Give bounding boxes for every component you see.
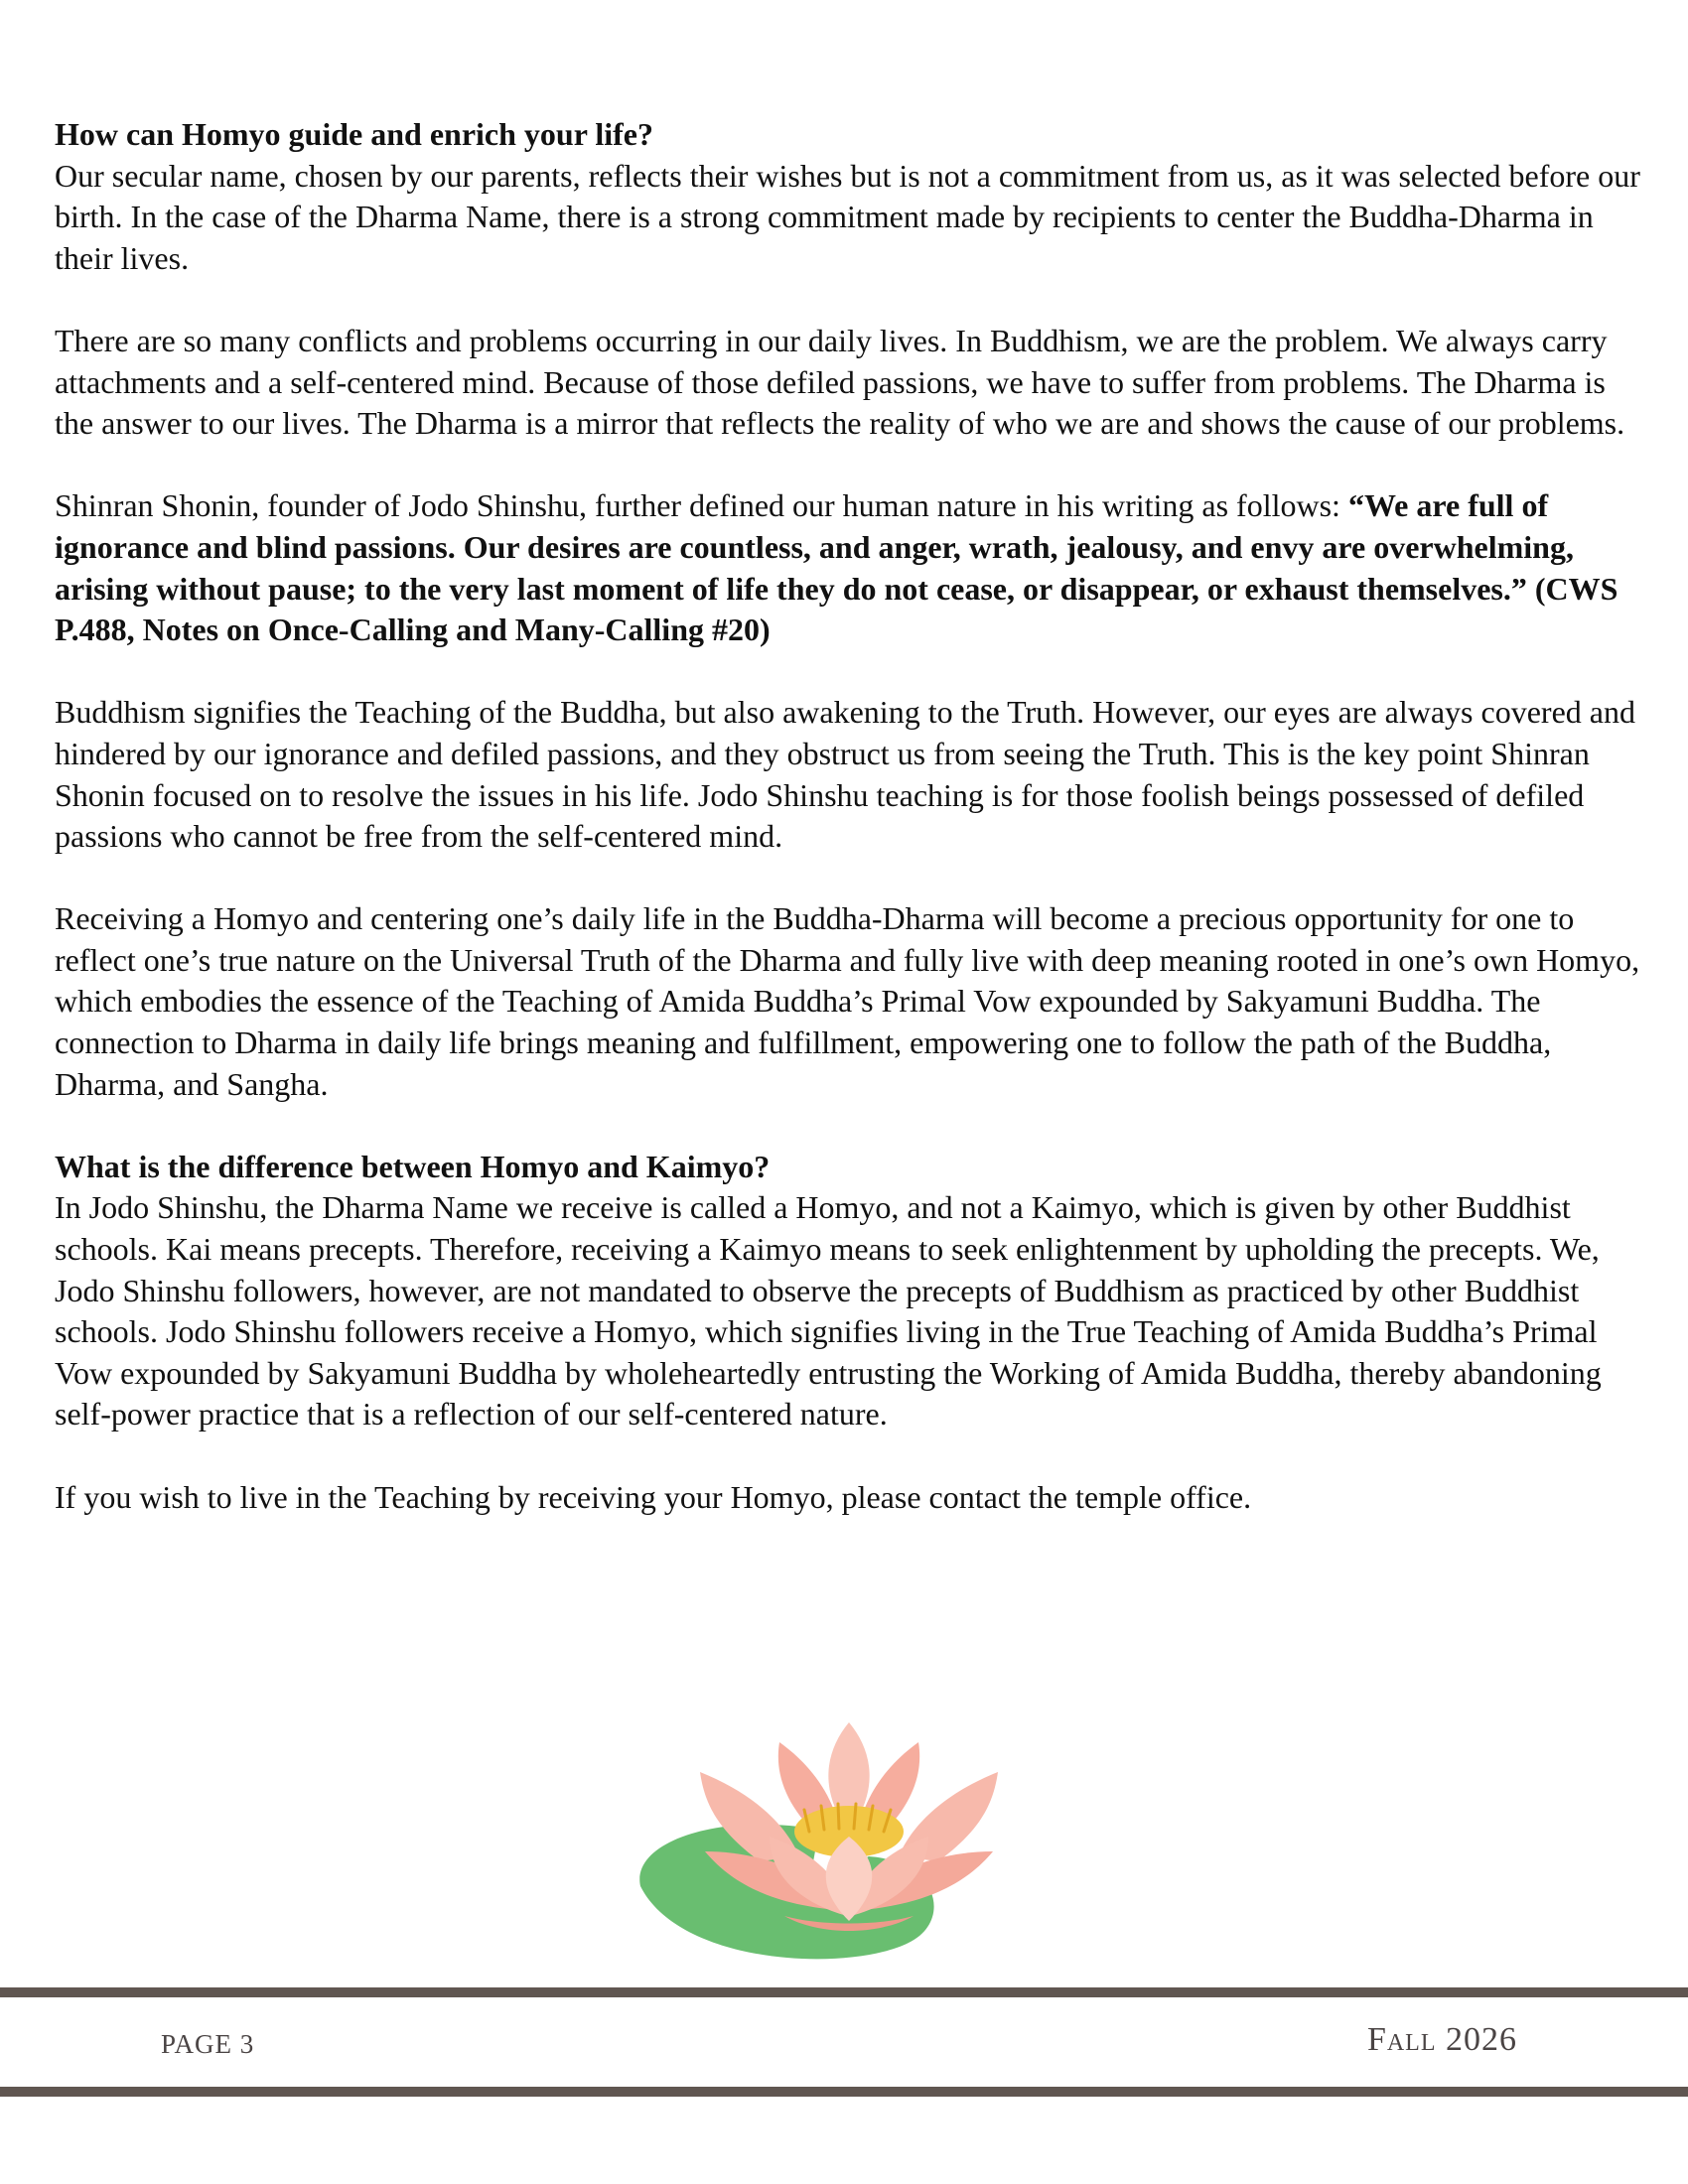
quote-block bbox=[55, 485, 1643, 650]
quote-intro: Shinran Shonin, founder of Jodo Shinshu, further defined our human nature in his writing as follows: bbox=[55, 487, 1340, 524]
shinran-quote: “We are full of ignorance and blind passions. Our desires are countless, and anger, wrath, jealousy, and envy are overwhelming, arising without pause; to the very last moment of life they do not cease, or disappear, or exhaust themselves.” (CWS P.488, Notes on Once-Calling and Many-Calling #20) bbox=[55, 487, 1618, 648]
article-body bbox=[55, 114, 1643, 1518]
footer-rule-top bbox=[0, 1987, 1688, 1997]
issue-label: Fall 2026 bbox=[1366, 2021, 1517, 2058]
paragraph-contact-office: If you wish to live in the Teaching by receiving your Homyo, please contact the temple office. bbox=[55, 1478, 1252, 1515]
lotus-flower-icon bbox=[611, 1712, 1087, 1971]
paragraph-secular-name: Our secular name, chosen by our parents, reflects their wishes but is not a commitment from us, as it was selected before our birth. In the case of the Dharma Name, there is a strong commitment made by recipients to center the Buddha-Dharma in their lives. bbox=[55, 157, 1640, 276]
section-2-body bbox=[55, 1147, 1643, 1435]
footer-rule-bottom bbox=[0, 2087, 1688, 2097]
paragraph-kaimyo-difference: In Jodo Shinshu, the Dharma Name we receive is called a Homyo, and not a Kaimyo, which is given by other Buddhist schools. Kai means precepts. Therefore, receiving a Kaimyo means to seek enlightenment by upholding the precepts. We, Jodo Shinshu followers, however, are not mandated to observe the precepts of Buddhism as practiced by other Buddhist schools. Jodo Shinshu followers receive a Homyo, which signifies living in the True Teaching of Amida Buddha’s Primal Vow expounded by Sakyamuni Buddha by wholeheartedly entrusting the Working of Amida Buddha, thereby abandoning self-power practice that is a reflection of our self-centered nature. bbox=[55, 1189, 1602, 1433]
section-heading-homyo-kaimyo: What is the difference between Homyo and Kaimyo? bbox=[55, 1148, 771, 1184]
paragraph-conflicts: There are so many conflicts and problems occurring in our daily lives. In Buddhism, we are the problem. We always carry attachments and a self-centered mind. Because of those defiled passions, we have to suffer from problems. The Dharma is the answer to our lives. The Dharma is a mirror that reflects the reality of who we are and shows the cause of our problems. bbox=[55, 322, 1625, 442]
paragraph-buddhism-signifies: Buddhism signifies the Teaching of the Buddha, but also awakening to the Truth. However, our eyes are always covered and hindered by our ignorance and defiled passions, and they obstruct us from seeing the Truth. This is the key point Shinran Shonin focused on to resolve the issues in his life. Jodo Shinshu teaching is for those foolish beings possessed of defiled passions who cannot be free from the self-centered mind. bbox=[55, 694, 1635, 855]
page-number: PAGE 3 bbox=[161, 2029, 255, 2059]
section-1-intro bbox=[55, 114, 1643, 279]
paragraph-receiving-homyo: Receiving a Homyo and centering one’s daily life in the Buddha-Dharma will become a precious opportunity for one to reflect one’s true nature on the Universal Truth of the Dharma and fully live with deep meaning rooted in one’s own Homyo, which embodies the essence of the Teaching of Amida Buddha’s Primal Vow expounded by Sakyamuni Buddha. The connection to Dharma in daily life brings meaning and fulfillment, empowering one to follow the path of the Buddha, Dharma, and Sangha. bbox=[55, 900, 1640, 1102]
section-heading-homyo-guide: How can Homyo guide and enrich your life? bbox=[55, 116, 653, 152]
